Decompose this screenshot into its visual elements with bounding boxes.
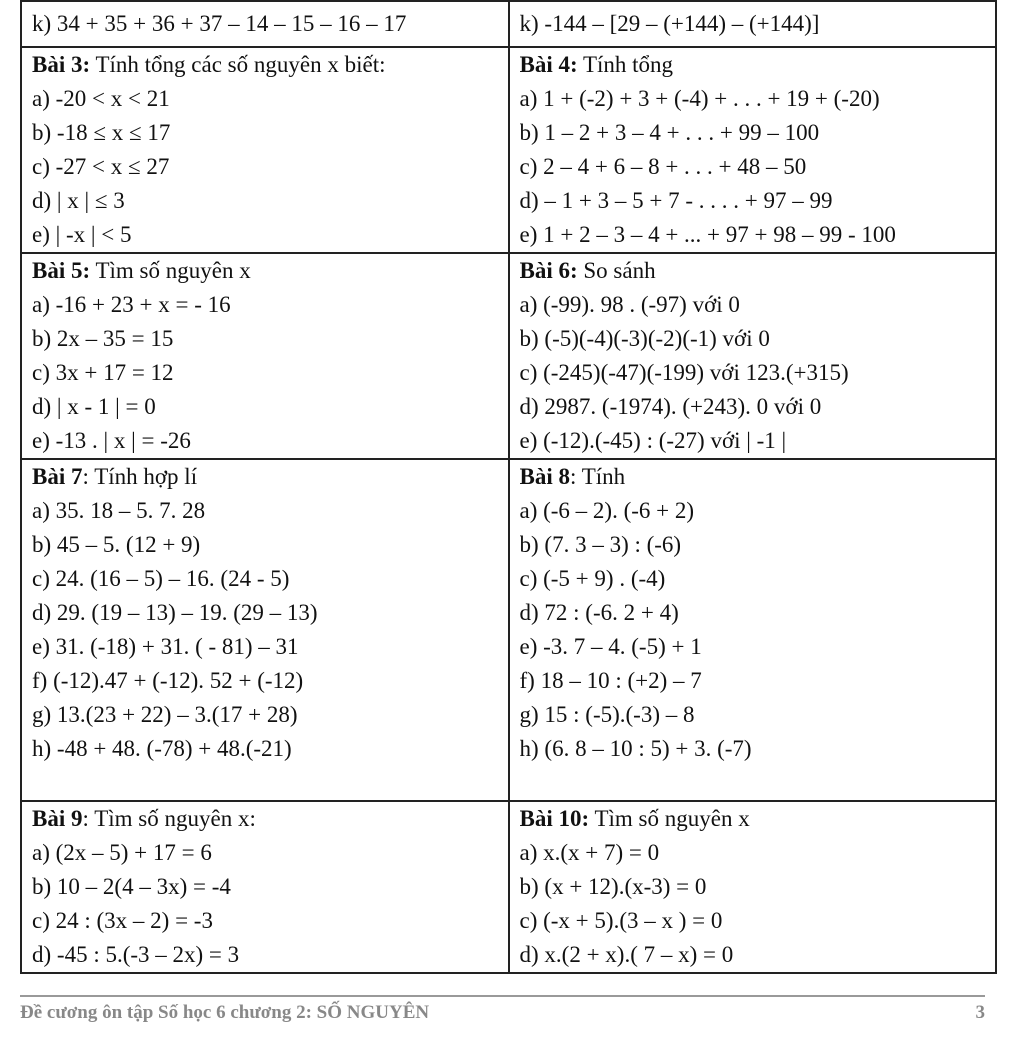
exercise-item: e) 31. (-18) + 31. ( - 81) – 31 <box>32 634 299 659</box>
exercise-sheet <box>20 0 997 974</box>
exercise-title <box>32 460 508 494</box>
exercise-item: c) -27 < x ≤ 27 <box>32 154 170 179</box>
exercise-item: c) 24. (16 – 5) – 16. (24 - 5) <box>32 566 290 591</box>
table-row <box>21 47 996 253</box>
exercise-label: Bài 4: <box>519 52 578 77</box>
exercise-item: d) -45 : 5.(-3 – 2x) = 3 <box>32 942 240 967</box>
exercise-title <box>520 460 996 494</box>
exercise-item: b) 45 – 5. (12 + 9) <box>32 532 201 557</box>
table-row <box>21 801 996 973</box>
table-row <box>21 253 996 459</box>
exercise-instruction: Tính tổng <box>577 52 674 77</box>
exercise-item: f) (-12).47 + (-12). 52 + (-12) <box>32 668 304 693</box>
exercise-label: Bài 10: <box>519 806 590 831</box>
exercise-item: c) (-x + 5).(3 – x ) = 0 <box>519 908 723 933</box>
exercise-item: c) (-5 + 9) . (-4) <box>519 566 666 591</box>
exercise-cell <box>509 801 997 973</box>
exercise-item: b) 1 – 2 + 3 – 4 + . . . + 99 – 100 <box>519 120 820 145</box>
exercise-item: a) (-99). 98 . (-97) với 0 <box>519 292 740 317</box>
exercise-title <box>32 48 508 82</box>
page-number: 3 <box>975 1002 985 1023</box>
exercise-cell <box>21 47 509 253</box>
exercise-item: e) -13 . | x | = -26 <box>32 428 191 453</box>
exercise-instruction: So sánh <box>577 258 656 283</box>
exercise-cell <box>21 459 509 801</box>
exercise-item: f) 18 – 10 : (+2) – 7 <box>519 668 702 693</box>
exercise-item: a) -20 < x < 21 <box>32 86 170 111</box>
exercise-item: b) (x + 12).(x-3) = 0 <box>519 874 707 899</box>
exercise-cell <box>509 47 997 253</box>
exercise-item: e) 1 + 2 – 3 – 4 + ... + 97 + 98 – 99 - 100 <box>519 222 896 247</box>
exercise-title <box>520 802 996 836</box>
exercise-instruction: Tìm số nguyên x <box>90 258 251 283</box>
exercise-item: a) x.(x + 7) = 0 <box>519 840 660 865</box>
exercise-label: Bài 9 <box>32 806 83 831</box>
exercise-item: a) -16 + 23 + x = - 16 <box>32 292 231 317</box>
exercise-item: e) (-12).(-45) : (-27) với | -1 | <box>519 428 787 453</box>
exercise-item: a) (-6 – 2). (-6 + 2) <box>519 498 695 523</box>
exercise-item: e) | -x | < 5 <box>32 222 132 247</box>
exercise-item: h) -48 + 48. (-78) + 48.(-21) <box>32 736 292 761</box>
exercise-table <box>20 0 997 974</box>
exercise-item: g) 13.(23 + 22) – 3.(17 + 28) <box>32 702 298 727</box>
exercise-item: d) | x | ≤ 3 <box>32 188 125 213</box>
exercise-item: d) 2987. (-1974). (+243). 0 với 0 <box>519 394 822 419</box>
exercise-item: d) – 1 + 3 – 5 + 7 - . . . . + 97 – 99 <box>519 188 833 213</box>
exercise-instruction: Tính tổng các số nguyên x biết: <box>90 52 386 77</box>
exercise-title <box>520 254 996 288</box>
exercise-item: d) x.(2 + x).( 7 – x) = 0 <box>519 942 734 967</box>
exercise-item: e) -3. 7 – 4. (-5) + 1 <box>519 634 702 659</box>
exercise-cell <box>21 253 509 459</box>
table-row <box>21 459 996 801</box>
exercise-item: b) (-5)(-4)(-3)(-2)(-1) với 0 <box>519 326 770 351</box>
exercise-item: b) 10 – 2(4 – 3x) = -4 <box>32 874 231 899</box>
exercise-title <box>32 802 508 836</box>
exercise-label: Bài 6: <box>519 258 578 283</box>
exercise-instruction: : Tính hợp lí <box>82 464 198 489</box>
exercise-cell <box>21 1 509 47</box>
exercise-item: a) 35. 18 – 5. 7. 28 <box>32 498 206 523</box>
table-row <box>21 1 996 47</box>
exercise-item: d) 29. (19 – 13) – 19. (29 – 13) <box>32 600 318 625</box>
exercise-instruction: Tìm số nguyên x <box>589 806 750 831</box>
exercise-item: a) (2x – 5) + 17 = 6 <box>32 840 212 865</box>
exercise-item: b) 2x – 35 = 15 <box>32 326 174 351</box>
exercise-item: b) -18 ≤ x ≤ 17 <box>32 120 171 145</box>
exercise-cell <box>509 1 997 47</box>
exercise-item: k) 34 + 35 + 36 + 37 – 14 – 15 – 16 – 17 <box>32 11 407 36</box>
exercise-item: a) 1 + (-2) + 3 + (-4) + . . . + 19 + (-20) <box>519 86 880 111</box>
exercise-item: d) 72 : (-6. 2 + 4) <box>519 600 679 625</box>
exercise-label: Bài 5: <box>32 258 91 283</box>
blank-space <box>520 766 996 800</box>
exercise-item: c) (-245)(-47)(-199) với 123.(+315) <box>519 360 849 385</box>
exercise-cell <box>509 253 997 459</box>
exercise-cell <box>509 459 997 801</box>
exercise-item: h) (6. 8 – 10 : 5) + 3. (-7) <box>519 736 752 761</box>
exercise-title <box>32 254 508 288</box>
exercise-item: c) 2 – 4 + 6 – 8 + . . . + 48 – 50 <box>519 154 807 179</box>
exercise-cell <box>21 801 509 973</box>
exercise-label: Bài 8 <box>519 464 570 489</box>
exercise-title <box>520 48 996 82</box>
page-footer <box>20 995 985 1024</box>
exercise-item: c) 3x + 17 = 12 <box>32 360 174 385</box>
exercise-item: b) (7. 3 – 3) : (-6) <box>519 532 682 557</box>
exercise-label: Bài 3: <box>32 52 91 77</box>
exercise-item: g) 15 : (-5).(-3) – 8 <box>519 702 695 727</box>
exercise-item: d) | x - 1 | = 0 <box>32 394 156 419</box>
exercise-instruction: : Tìm số nguyên x: <box>82 806 256 831</box>
footer-title: Đề cương ôn tập Số học 6 chương 2: SỐ NGUYÊN <box>20 1002 430 1023</box>
exercise-item: k) -144 – [29 – (+144) – (+144)] <box>519 11 820 36</box>
exercise-instruction: : Tính <box>569 464 626 489</box>
exercise-item: c) 24 : (3x – 2) = -3 <box>32 908 213 933</box>
exercise-label: Bài 7 <box>32 464 83 489</box>
blank-space <box>32 766 508 800</box>
